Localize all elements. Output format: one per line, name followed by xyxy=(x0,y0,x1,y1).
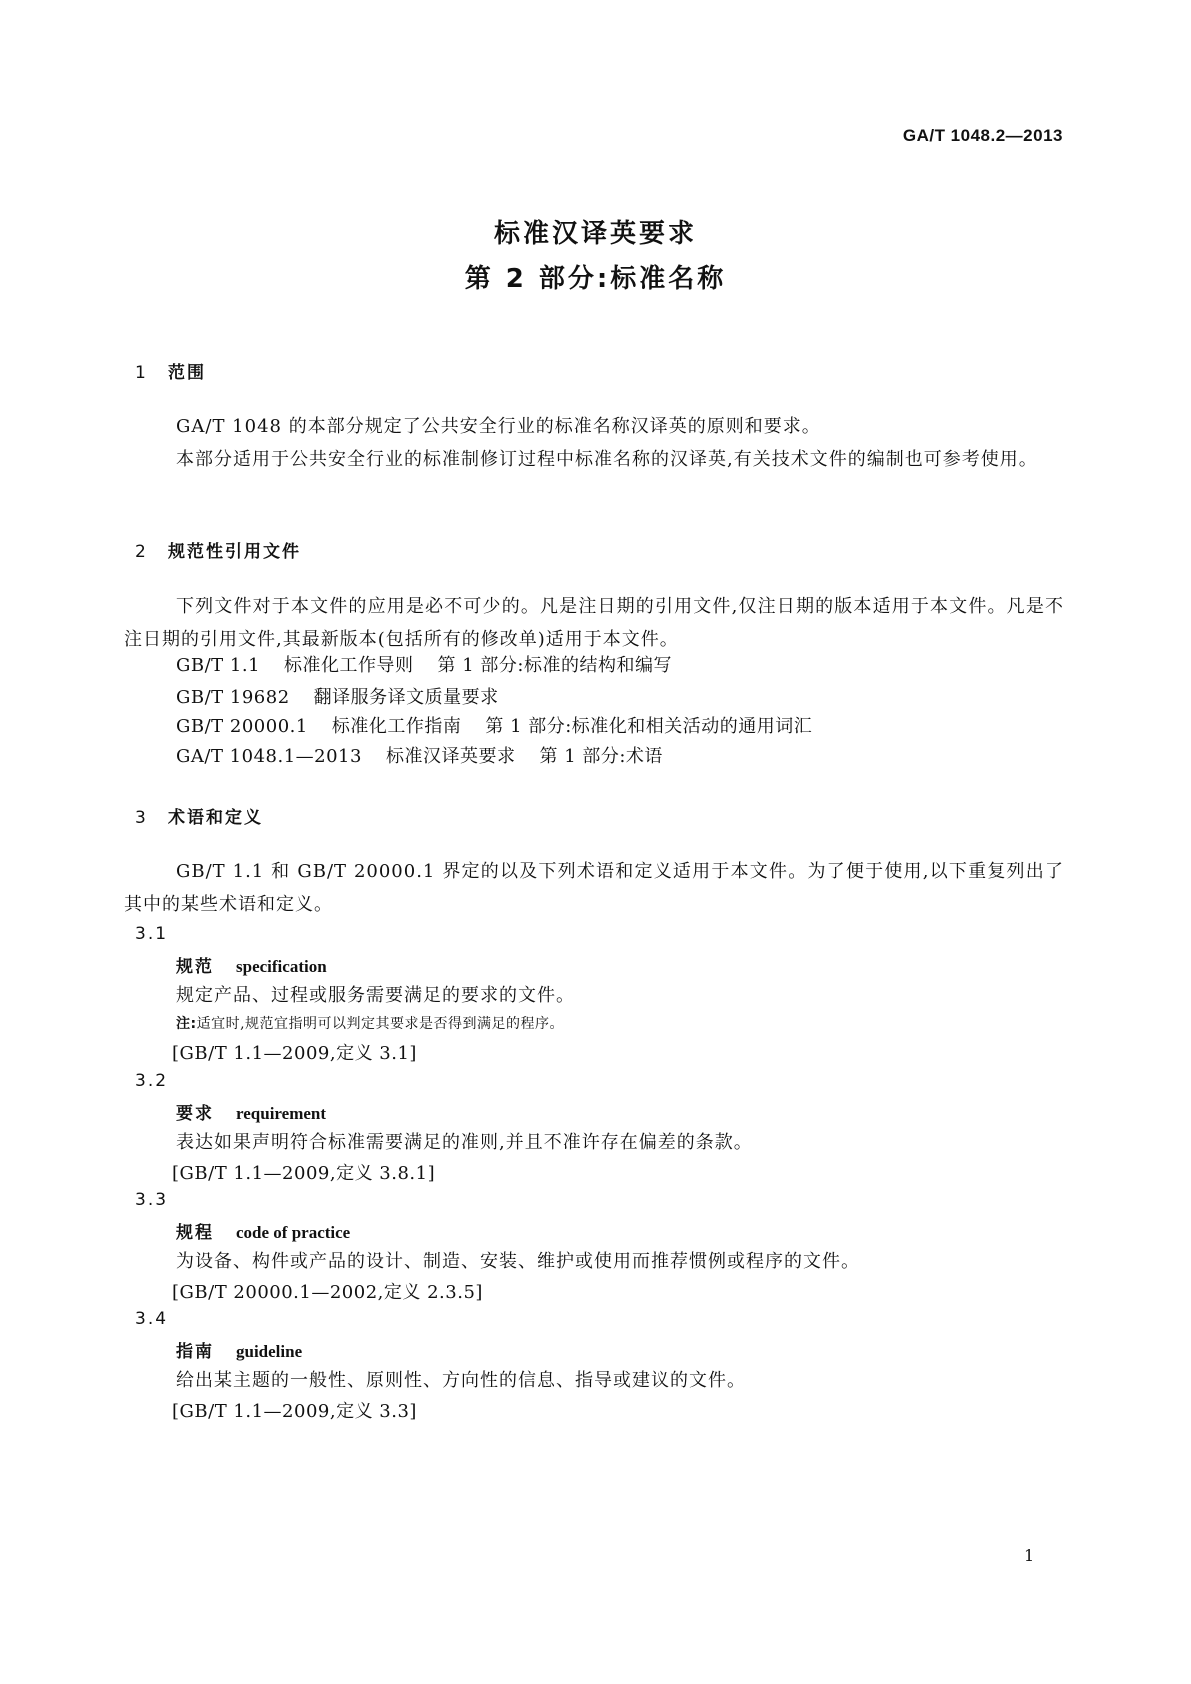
term-number: 3.2 xyxy=(135,1071,169,1091)
term-source: [GB/T 20000.1—2002,定义 2.3.5] xyxy=(172,1282,483,1303)
term-number: 3.3 xyxy=(135,1190,169,1210)
section-title: 术语和定义 xyxy=(168,808,263,828)
reference-code: GB/T 19682 xyxy=(176,687,290,708)
document-number: GA/T 1048.2—2013 xyxy=(902,126,1063,145)
term-english: specification xyxy=(236,957,327,976)
reference-item xyxy=(176,712,812,738)
term-note xyxy=(176,1013,564,1033)
reference-title: 翻译服务译文质量要求 xyxy=(313,687,499,708)
term-source: [GB/T 1.1—2009,定义 3.8.1] xyxy=(172,1163,436,1184)
section-heading-terms-and-definitions xyxy=(135,803,263,828)
section-heading-scope xyxy=(135,358,206,383)
term-definition: 为设备、构件或产品的设计、制造、安装、维护或使用而推荐惯例或程序的文件。 xyxy=(176,1251,860,1272)
term-definition: 给出某主题的一般性、原则性、方向性的信息、指导或建议的文件。 xyxy=(176,1370,746,1391)
reference-code: GB/T 20000.1 xyxy=(176,716,308,737)
reference-title: 标准化工作导则 xyxy=(284,655,414,676)
reference-part: 第 1 部分:标准化和相关活动的通用词汇 xyxy=(485,716,813,737)
scope-paragraph-2: 本部分适用于公共安全行业的标准制修订过程中标准名称的汉译英,有关技术文件的编制也可参考使用。 xyxy=(176,449,1038,470)
term-number: 3.1 xyxy=(135,924,169,944)
page-number: 1 xyxy=(1024,1546,1035,1565)
term-definition: 表达如果声明符合标准需要满足的准则,并且不准许存在偏差的条款。 xyxy=(176,1132,753,1153)
reference-title: 标准化工作指南 xyxy=(331,716,462,737)
reference-title: 标准汉译英要求 xyxy=(385,746,516,767)
term-definition: 规定产品、过程或服务需要满足的要求的文件。 xyxy=(176,985,575,1006)
section-title: 规范性引用文件 xyxy=(168,542,301,562)
term-heading xyxy=(176,1099,326,1124)
term-english: requirement xyxy=(236,1104,327,1123)
section-heading-normative-references xyxy=(135,537,301,562)
reference-item xyxy=(176,742,663,768)
terms-intro-paragraph: GB/T 1.1 和 GB/T 20000.1 界定的以及下列术语和定义适用于本文件。为了便于使用,以下重复列出了其中的某些术语和定义。 xyxy=(124,861,1064,915)
section-number: 2 xyxy=(135,542,148,562)
note-label: 注: xyxy=(176,1016,197,1032)
reference-part: 第 1 部分:标准的结构和编写 xyxy=(437,655,672,676)
note-text: 适宜时,规范宜指明可以判定其要求是否得到满足的程序。 xyxy=(196,1016,565,1032)
term-chinese: 规范 xyxy=(176,957,214,977)
reference-code: GB/T 1.1 xyxy=(176,655,261,676)
reference-part: 第 1 部分:术语 xyxy=(539,746,663,767)
reference-item xyxy=(176,683,499,709)
reference-code: GA/T 1048.1—2013 xyxy=(176,746,362,767)
scope-paragraph-1: GA/T 1048 的本部分规定了公共安全行业的标准名称汉译英的原则和要求。 xyxy=(176,416,821,437)
term-english: guideline xyxy=(236,1342,303,1361)
reference-item xyxy=(176,651,672,677)
section-title: 范围 xyxy=(168,363,206,383)
term-chinese: 规程 xyxy=(176,1223,214,1243)
section-number: 3 xyxy=(135,808,148,828)
term-source: [GB/T 1.1—2009,定义 3.3] xyxy=(172,1401,417,1422)
document-subtitle: 第 2 部分:标准名称 xyxy=(464,264,727,294)
term-source: [GB/T 1.1—2009,定义 3.1] xyxy=(172,1043,417,1064)
term-english: code of practice xyxy=(236,1223,351,1242)
document-title: 标准汉译英要求 xyxy=(493,219,697,249)
term-chinese: 要求 xyxy=(176,1104,214,1124)
references-intro-paragraph: 下列文件对于本文件的应用是必不可少的。凡是注日期的引用文件,仅注日期的版本适用于本文件。凡是不注日期的引用文件,其最新版本(包括所有的修改单)适用于本文件。 xyxy=(124,596,1064,650)
term-number: 3.4 xyxy=(135,1309,169,1329)
term-heading xyxy=(176,952,327,977)
term-heading xyxy=(176,1337,302,1362)
term-heading xyxy=(176,1218,350,1243)
section-number: 1 xyxy=(135,363,148,383)
term-chinese: 指南 xyxy=(176,1342,214,1362)
